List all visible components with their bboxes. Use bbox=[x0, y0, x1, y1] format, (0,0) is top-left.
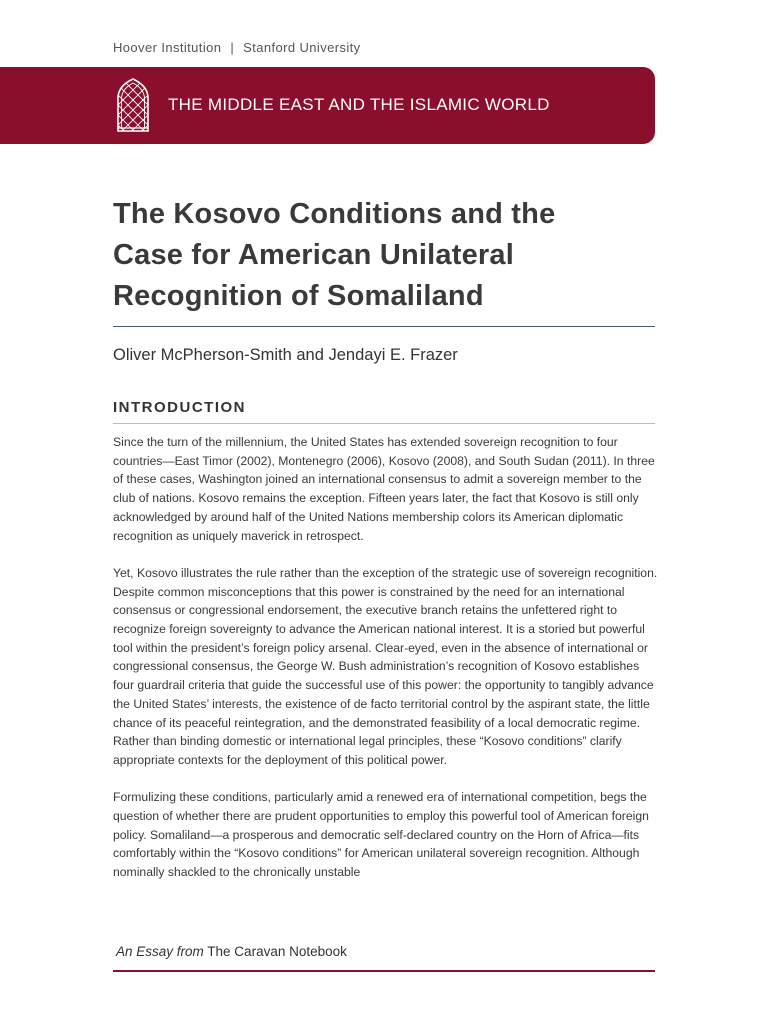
title-divider bbox=[113, 326, 655, 327]
body-paragraph: Yet, Kosovo illustrates the rule rather than the exception of the strategic use of sovereign recognition. Despite common misconceptions that this power is constrained by the need for an international consensus or congressional endorsement, the executive branch retains the unfettered right to recognize foreign sovereignty to advance the American national interest. It is a storied but powerful tool within the president’s foreign policy arsenal. Clear-eyed, even in the absence of international or congressional consensus, the George W. Bush administration’s recognition of Kosovo establishes four guardrail criteria that guide the successful use of this power: the opportunity to tangibly advance the United States’ interests, the existence of de facto territorial control by the aspirant state, the little chance of its peaceful reintegration, and the demonstrated feasibility of a local democratic regime. Rather than binding domestic or international legal principles, these “Kosovo conditions” clarify appropriate contexts for the deployment of this political power. bbox=[113, 565, 658, 767]
section-heading: INTRODUCTION bbox=[113, 399, 246, 416]
publication-name: The Caravan Notebook bbox=[207, 944, 347, 959]
author-byline: Oliver McPherson-Smith and Jendayi E. Frazer bbox=[113, 346, 458, 364]
footer-divider bbox=[113, 970, 655, 972]
body-paragraph: Since the turn of the millennium, the United States has extended sovereign recognition to four countries—East Timor (2002), Montenegro (2006), Kosovo (2008), and South Sudan (2011). In three of these cases, Washington joined an international consensus to admit a sovereign member to the club of nations. Kosovo remains the exception. Fifteen years later, the fact that Kosovo is still only acknowledged by around half of the United Nations membership colors its American diplomatic recognition as uniquely maverick in retrospect. bbox=[113, 435, 655, 543]
footer-label bbox=[116, 944, 347, 959]
university-name: Stanford University bbox=[243, 40, 361, 55]
title-line: The Kosovo Conditions and the bbox=[113, 198, 556, 230]
title-line: Case for American Unilateral bbox=[113, 239, 515, 271]
article-body bbox=[113, 433, 658, 901]
title-line: Recognition of Somaliland bbox=[113, 280, 484, 312]
masthead-separator: | bbox=[230, 40, 235, 55]
article-title bbox=[113, 194, 658, 317]
arched-window-lattice-icon bbox=[115, 76, 151, 132]
masthead bbox=[113, 40, 361, 55]
footer-prefix: An Essay from bbox=[116, 944, 204, 959]
section-divider bbox=[113, 423, 655, 424]
series-banner bbox=[0, 67, 655, 144]
series-title: THE MIDDLE EAST AND THE ISLAMIC WORLD bbox=[168, 95, 550, 114]
institution-name: Hoover Institution bbox=[113, 40, 222, 55]
body-paragraph: Formulizing these conditions, particularly amid a renewed era of international competition, begs the question of whether there are prudent opportunities to employ this powerful tool of American foreign policy. Somaliland—a prosperous and democratic self-declared country on the Horn of Africa—fits comfortably within the “Kosovo conditions” for American unilateral sovereign recognition. Although nominally shackled to the chronically unstable bbox=[113, 790, 649, 880]
